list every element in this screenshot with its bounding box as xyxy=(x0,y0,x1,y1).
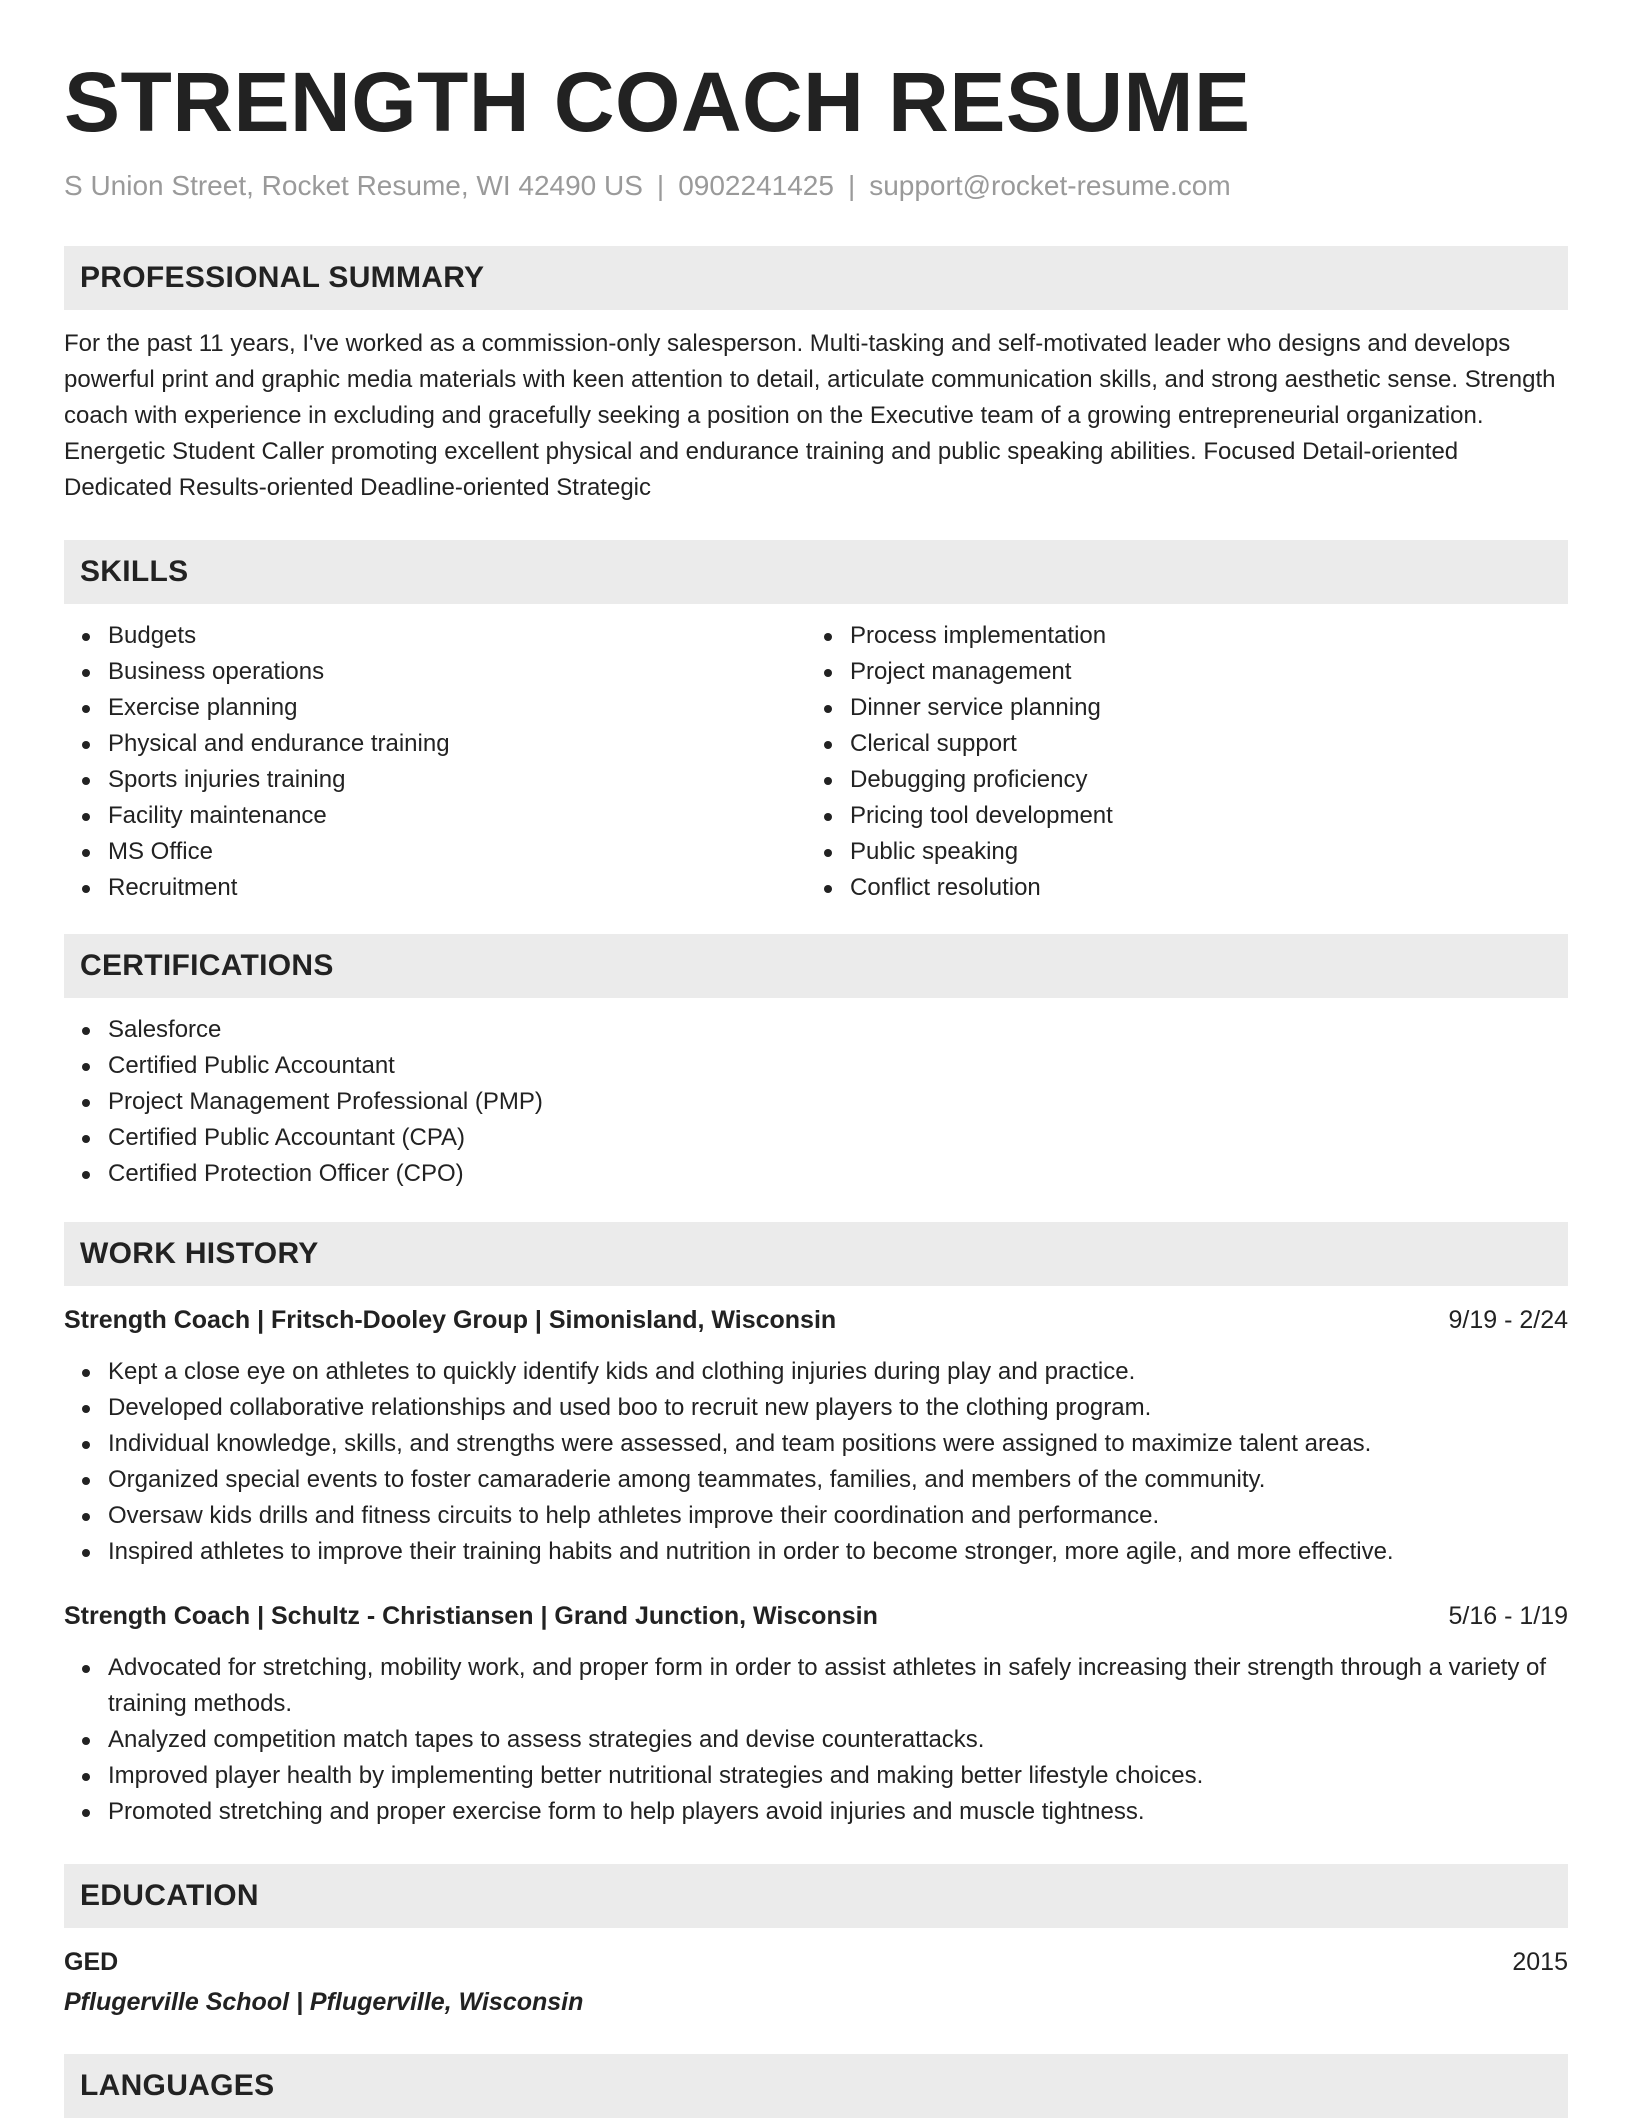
job-duty: Advocated for stretching, mobility work, and proper form in order to assist athletes in safely increasing their strength through a variety of training methods. xyxy=(108,1650,1568,1722)
certification-item: Certified Public Accountant xyxy=(108,1048,1568,1084)
section-heading-work-history: WORK HISTORY xyxy=(64,1222,1568,1286)
skill-item: Public speaking xyxy=(850,834,1548,870)
skill-item: Debugging proficiency xyxy=(850,762,1548,798)
skill-item: Business operations xyxy=(108,654,806,690)
job-header xyxy=(64,1302,1568,1338)
section-heading-languages: LANGUAGES xyxy=(64,2054,1568,2118)
skill-item: Physical and endurance training xyxy=(108,726,806,762)
skill-item: Sports injuries training xyxy=(108,762,806,798)
contact-separator: | xyxy=(656,170,665,201)
skill-item: Dinner service planning xyxy=(850,690,1548,726)
education-header xyxy=(64,1944,1568,1980)
education-degree: GED xyxy=(64,1948,119,1976)
skill-item: Project management xyxy=(850,654,1548,690)
job-duty: Kept a close eye on athletes to quickly identify kids and clothing injuries during play and practice. xyxy=(108,1354,1568,1390)
job-duty: Individual knowledge, skills, and strengths were assessed, and team positions were assigned to maximize talent areas. xyxy=(108,1426,1568,1462)
skill-item: Facility maintenance xyxy=(108,798,806,834)
job-duty: Organized special events to foster camaraderie among teammates, families, and members of the community. xyxy=(108,1462,1568,1498)
education-entry xyxy=(64,1944,1568,2020)
contact-line xyxy=(64,168,1568,204)
skills-column-left xyxy=(64,618,806,906)
contact-address: S Union Street, Rocket Resume, WI 42490 US xyxy=(64,170,643,201)
section-heading-skills: SKILLS xyxy=(64,540,1568,604)
certification-item: Project Management Professional (PMP) xyxy=(108,1084,1568,1120)
skill-item: Recruitment xyxy=(108,870,806,906)
section-heading-certifications: CERTIFICATIONS xyxy=(64,934,1568,998)
contact-email: support@rocket-resume.com xyxy=(869,170,1231,201)
job-duties-list xyxy=(64,1354,1568,1570)
job-duty: Improved player health by implementing better nutritional strategies and making better lifestyle choices. xyxy=(108,1758,1568,1794)
section-heading-summary: PROFESSIONAL SUMMARY xyxy=(64,246,1568,310)
job-title: Strength Coach | Schultz - Christiansen | Grand Junction, Wisconsin xyxy=(64,1602,878,1630)
skill-item: Exercise planning xyxy=(108,690,806,726)
job-duty: Promoted stretching and proper exercise form to help players avoid injuries and muscle tightness. xyxy=(108,1794,1568,1830)
education-school: Pflugerville School | Pflugerville, Wisconsin xyxy=(64,1988,584,2016)
resume-page xyxy=(64,52,1568,2118)
job-title: Strength Coach | Fritsch-Dooley Group | Simonisland, Wisconsin xyxy=(64,1306,837,1334)
job-duty: Analyzed competition match tapes to assess strategies and devise counterattacks. xyxy=(108,1722,1568,1758)
summary-text: For the past 11 years, I've worked as a commission-only salesperson. Multi-tasking and self-motivated leader who designs and develops powerful print and graphic media materials with keen attention to detail, articulate communication skills, and strong aesthetic sense. Strength coach with experience in excluding and gracefully seeking a position on the Executive team of a growing entrepreneurial organization. Energetic Student Caller promoting excellent physical and endurance training and public speaking abilities. Focused Detail-oriented Dedicated Results-oriented Deadline-oriented Strategic xyxy=(64,330,1556,501)
skills-column-right xyxy=(806,618,1548,906)
certification-item: Salesforce xyxy=(108,1012,1568,1048)
education-year: 2015 xyxy=(1512,1948,1568,1976)
certifications-list xyxy=(64,1012,1568,1192)
job-header xyxy=(64,1598,1568,1634)
skill-item: Clerical support xyxy=(850,726,1548,762)
section-heading-education: EDUCATION xyxy=(64,1864,1568,1928)
job-entry xyxy=(64,1302,1568,1570)
job-duty: Inspired athletes to improve their training habits and nutrition in order to become stronger, more agile, and more effective. xyxy=(108,1534,1568,1570)
contact-phone: 0902241425 xyxy=(678,170,834,201)
skill-item: Conflict resolution xyxy=(850,870,1548,906)
job-dates: 9/19 - 2/24 xyxy=(1448,1306,1568,1334)
job-duty: Oversaw kids drills and fitness circuits to help athletes improve their coordination and performance. xyxy=(108,1498,1568,1534)
contact-separator: | xyxy=(847,170,856,201)
skill-item: Budgets xyxy=(108,618,806,654)
skill-item: Process implementation xyxy=(850,618,1548,654)
job-duties-list xyxy=(64,1650,1568,1830)
certification-item: Certified Public Accountant (CPA) xyxy=(108,1120,1568,1156)
job-entry xyxy=(64,1598,1568,1830)
skill-item: Pricing tool development xyxy=(850,798,1548,834)
skill-item: MS Office xyxy=(108,834,806,870)
certification-item: Certified Protection Officer (CPO) xyxy=(108,1156,1568,1192)
job-duty: Developed collaborative relationships and used boo to recruit new players to the clothing program. xyxy=(108,1390,1568,1426)
page-title: STRENGTH COACH RESUME xyxy=(64,55,1251,149)
job-dates: 5/16 - 1/19 xyxy=(1448,1602,1568,1630)
skills-list xyxy=(64,618,1568,906)
